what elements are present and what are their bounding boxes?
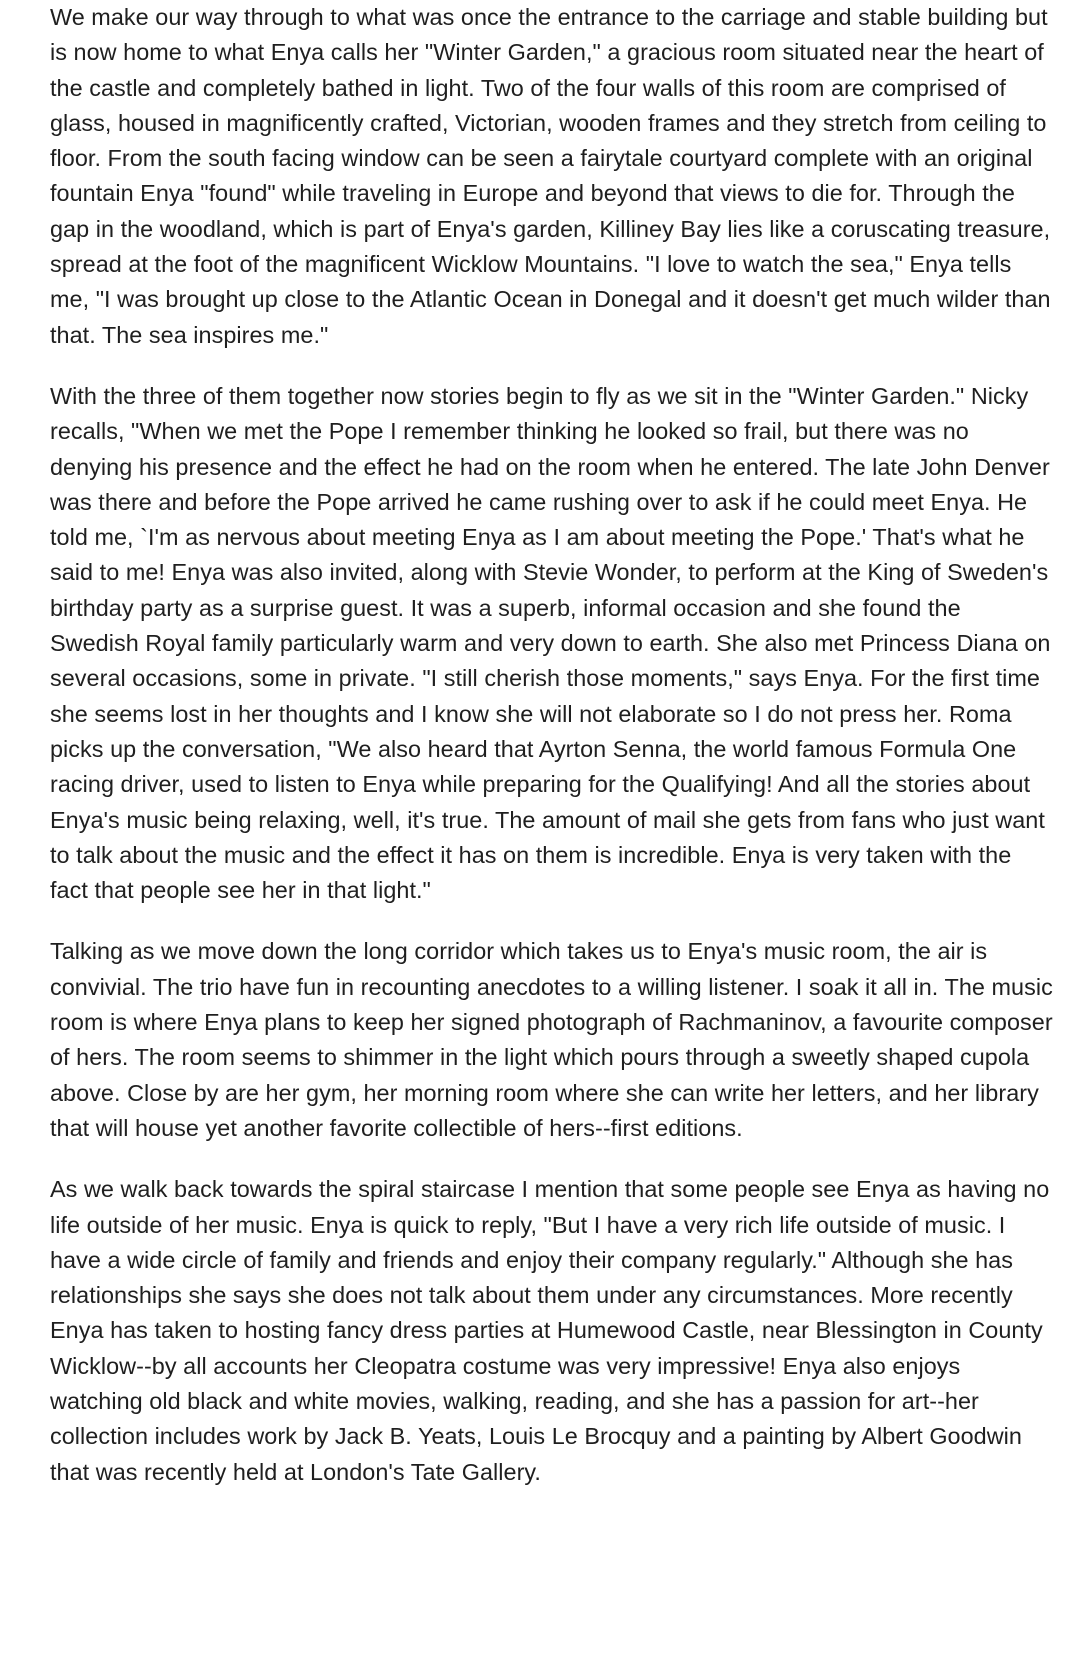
article-paragraph-3: Talking as we move down the long corridor which takes us to Enya's music room, the air is convivial. The trio have fun in recounting anecdotes to a willing listener. I soak it all in. The music room is where Enya plans to keep her signed photograph of Rachmaninov, a favourite composer of hers. The room seems to shimmer in the light which pours through a sweetly shaped cupola above. Close by are her gym, her morning room where she can write her letters, and her library that will house yet another favorite collectible of hers--first editions. bbox=[50, 938, 1053, 1141]
article-paragraph-4: As we walk back towards the spiral staircase I mention that some people see Enya as having no life outside of her music. Enya is quick to reply, "But I have a very rich life outside of music. I have a wide circle of family and friends and enjoy their company regularly." Although she has relationships she says she does not talk about them under any circumstances. More recently Enya has taken to hosting fancy dress parties at Humewood Castle, near Blessington in County Wicklow--by all accounts her Cleopatra costume was very impressive! Enya also enjoys watching old black and white movies, walking, reading, and she has a passion for art--her collection includes work by Jack B. Yeats, Louis Le Brocquy and a painting by Albert Goodwin that was recently held at London's Tate Gallery. bbox=[50, 1176, 1050, 1485]
article-paragraph-1: We make our way through to what was once the entrance to the carriage and stable building but is now home to what Enya calls her "Winter Garden," a gracious room situated near the heart of the castle and completely bathed in light. Two of the four walls of this room are comprised of glass, housed in magnificently crafted, Victorian, wooden frames and they stretch from ceiling to floor. From the south facing window can be seen a fairytale courtyard complete with an original fountain Enya "found" while traveling in Europe and beyond that views to die for. Through the gap in the woodland, which is part of Enya's garden, Killiney Bay lies like a coruscating treasure, spread at the foot of the magnificent Wicklow Mountains. "I love to watch the sea," Enya tells me, "I was brought up close to the Atlantic Ocean in Donegal and it doesn't get much wilder than that. The sea inspires me." bbox=[50, 4, 1051, 348]
article-paragraph-2: With the three of them together now stories begin to fly as we sit in the "Winter Garden." Nicky recalls, "When we met the Pope I remember thinking he looked so frail, but there was no denying his presence and the effect he had on the room when he entered. The late John Denver was there and before the Pope arrived he came rushing over to ask if he could meet Enya. He told me, `I'm as nervous about meeting Enya as I am about meeting the Pope.' That's what he said to me! Enya was also invited, along with Stevie Wonder, to perform at the King of Sweden's birthday party as a surprise guest. It was a superb, informal occasion and she found the Swedish Royal family particularly warm and very down to earth. She also met Princess Diana on several occasions, some in private. "I still cherish those moments," says Enya. For the first time she seems lost in her thoughts and I know she will not elaborate so I do not press her. Roma picks up the conversation, "We also heard that Ayrton Senna, the world famous Formula One racing driver, used to listen to Enya while preparing for the Qualifying! And all the stories about Enya's music being relaxing, well, it's true. The amount of mail she gets from fans who just want to talk about the music and the effect it has on them is incredible. Enya is very taken with the fact that people see her in that light." bbox=[50, 382, 1051, 904]
article-body bbox=[50, 0, 1055, 1516]
